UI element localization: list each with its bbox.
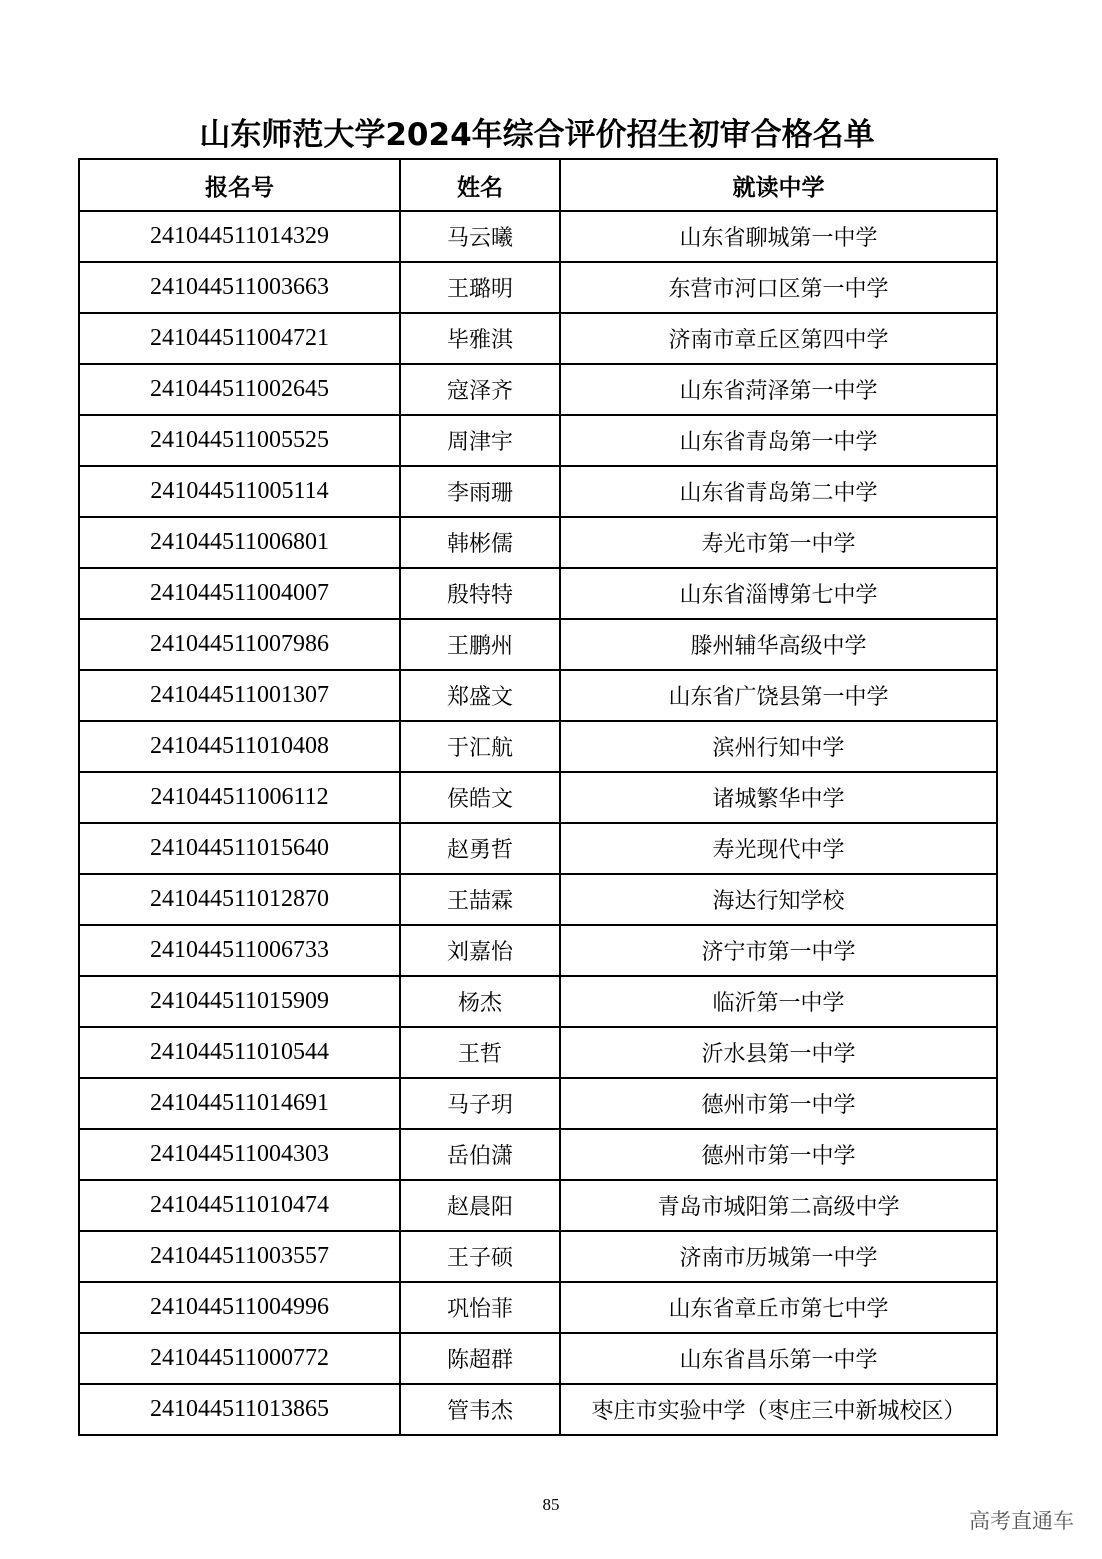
school-cell: 山东省广饶县第一中学 bbox=[560, 670, 997, 721]
registration-number-cell: 241044511010474 bbox=[79, 1180, 400, 1231]
school-cell: 临沂第一中学 bbox=[560, 976, 997, 1027]
name-cell: 王喆霖 bbox=[400, 874, 560, 925]
registration-number-cell: 241044511013865 bbox=[79, 1384, 400, 1435]
school-cell: 山东省章丘市第七中学 bbox=[560, 1282, 997, 1333]
name-cell: 管韦杰 bbox=[400, 1384, 560, 1435]
table-row bbox=[79, 313, 997, 364]
registration-number-cell: 241044511004996 bbox=[79, 1282, 400, 1333]
school-cell: 山东省菏泽第一中学 bbox=[560, 364, 997, 415]
name-cell: 巩怡菲 bbox=[400, 1282, 560, 1333]
table-row bbox=[79, 1282, 997, 1333]
table-row bbox=[79, 976, 997, 1027]
page-number: 85 bbox=[542, 1495, 560, 1514]
table-row bbox=[79, 568, 997, 619]
name-cell: 杨杰 bbox=[400, 976, 560, 1027]
registration-number-cell: 241044511003663 bbox=[79, 262, 400, 313]
school-cell: 济宁市第一中学 bbox=[560, 925, 997, 976]
registration-number-cell: 241044511004303 bbox=[79, 1129, 400, 1180]
table-row bbox=[79, 211, 997, 262]
table-row bbox=[79, 364, 997, 415]
column-header-school: 就读中学 bbox=[560, 159, 997, 211]
name-cell: 王鹏州 bbox=[400, 619, 560, 670]
registration-number-cell: 241044511006733 bbox=[79, 925, 400, 976]
registration-number-cell: 241044511003557 bbox=[79, 1231, 400, 1282]
name-cell: 马云曦 bbox=[400, 211, 560, 262]
name-cell: 于汇航 bbox=[400, 721, 560, 772]
school-cell: 滨州行知中学 bbox=[560, 721, 997, 772]
name-cell: 马子玥 bbox=[400, 1078, 560, 1129]
table-row bbox=[79, 874, 997, 925]
table-row bbox=[79, 670, 997, 721]
registration-number-cell: 241044511014329 bbox=[79, 211, 400, 262]
admission-list-table bbox=[78, 158, 998, 1436]
school-cell: 滕州辅华高级中学 bbox=[560, 619, 997, 670]
name-cell: 王璐明 bbox=[400, 262, 560, 313]
name-cell: 韩彬儒 bbox=[400, 517, 560, 568]
registration-number-cell: 241044511015640 bbox=[79, 823, 400, 874]
name-cell: 李雨珊 bbox=[400, 466, 560, 517]
school-cell: 山东省淄博第七中学 bbox=[560, 568, 997, 619]
registration-number-cell: 241044511015909 bbox=[79, 976, 400, 1027]
table-header-row bbox=[79, 159, 997, 211]
document-title: 山东师范大学2024年综合评价招生初审合格名单 bbox=[199, 117, 875, 153]
name-cell: 殷特特 bbox=[400, 568, 560, 619]
table-row bbox=[79, 262, 997, 313]
school-cell: 寿光现代中学 bbox=[560, 823, 997, 874]
table-row bbox=[79, 1129, 997, 1180]
table-body bbox=[79, 211, 997, 1435]
school-cell: 寿光市第一中学 bbox=[560, 517, 997, 568]
name-cell: 王哲 bbox=[400, 1027, 560, 1078]
watermark: 高考直通车 bbox=[969, 1509, 1074, 1533]
school-cell: 沂水县第一中学 bbox=[560, 1027, 997, 1078]
registration-number-cell: 241044511001307 bbox=[79, 670, 400, 721]
registration-number-cell: 241044511004007 bbox=[79, 568, 400, 619]
school-cell: 济南市历城第一中学 bbox=[560, 1231, 997, 1282]
registration-number-cell: 241044511010408 bbox=[79, 721, 400, 772]
registration-number-cell: 241044511002645 bbox=[79, 364, 400, 415]
table-row bbox=[79, 517, 997, 568]
table-row bbox=[79, 1078, 997, 1129]
name-cell: 周津宇 bbox=[400, 415, 560, 466]
table-row bbox=[79, 466, 997, 517]
school-cell: 青岛市城阳第二高级中学 bbox=[560, 1180, 997, 1231]
column-header-name: 姓名 bbox=[400, 159, 560, 211]
school-cell: 枣庄市实验中学（枣庄三中新城校区） bbox=[560, 1384, 997, 1435]
table-row bbox=[79, 1231, 997, 1282]
name-cell: 陈超群 bbox=[400, 1333, 560, 1384]
table-row bbox=[79, 772, 997, 823]
school-cell: 德州市第一中学 bbox=[560, 1078, 997, 1129]
name-cell: 毕雅淇 bbox=[400, 313, 560, 364]
school-cell: 山东省昌乐第一中学 bbox=[560, 1333, 997, 1384]
school-cell: 山东省聊城第一中学 bbox=[560, 211, 997, 262]
table-row bbox=[79, 415, 997, 466]
column-header-registration-number: 报名号 bbox=[79, 159, 400, 211]
school-cell: 山东省青岛第一中学 bbox=[560, 415, 997, 466]
name-cell: 寇泽齐 bbox=[400, 364, 560, 415]
table-row bbox=[79, 1333, 997, 1384]
name-cell: 刘嘉怡 bbox=[400, 925, 560, 976]
school-cell: 山东省青岛第二中学 bbox=[560, 466, 997, 517]
registration-number-cell: 241044511007986 bbox=[79, 619, 400, 670]
table-row bbox=[79, 619, 997, 670]
registration-number-cell: 241044511006801 bbox=[79, 517, 400, 568]
table-row bbox=[79, 1027, 997, 1078]
registration-number-cell: 241044511006112 bbox=[79, 772, 400, 823]
registration-number-cell: 241044511010544 bbox=[79, 1027, 400, 1078]
school-cell: 东营市河口区第一中学 bbox=[560, 262, 997, 313]
name-cell: 赵晨阳 bbox=[400, 1180, 560, 1231]
name-cell: 侯皓文 bbox=[400, 772, 560, 823]
table-row bbox=[79, 1384, 997, 1435]
school-cell: 德州市第一中学 bbox=[560, 1129, 997, 1180]
registration-number-cell: 241044511005525 bbox=[79, 415, 400, 466]
table-row bbox=[79, 925, 997, 976]
registration-number-cell: 241044511005114 bbox=[79, 466, 400, 517]
name-cell: 王子硕 bbox=[400, 1231, 560, 1282]
school-cell: 诸城繁华中学 bbox=[560, 772, 997, 823]
registration-number-cell: 241044511000772 bbox=[79, 1333, 400, 1384]
registration-number-cell: 241044511014691 bbox=[79, 1078, 400, 1129]
registration-number-cell: 241044511004721 bbox=[79, 313, 400, 364]
table-row bbox=[79, 1180, 997, 1231]
name-cell: 赵勇哲 bbox=[400, 823, 560, 874]
table-row bbox=[79, 823, 997, 874]
table-row bbox=[79, 721, 997, 772]
registration-number-cell: 241044511012870 bbox=[79, 874, 400, 925]
name-cell: 岳伯潇 bbox=[400, 1129, 560, 1180]
school-cell: 海达行知学校 bbox=[560, 874, 997, 925]
name-cell: 郑盛文 bbox=[400, 670, 560, 721]
school-cell: 济南市章丘区第四中学 bbox=[560, 313, 997, 364]
